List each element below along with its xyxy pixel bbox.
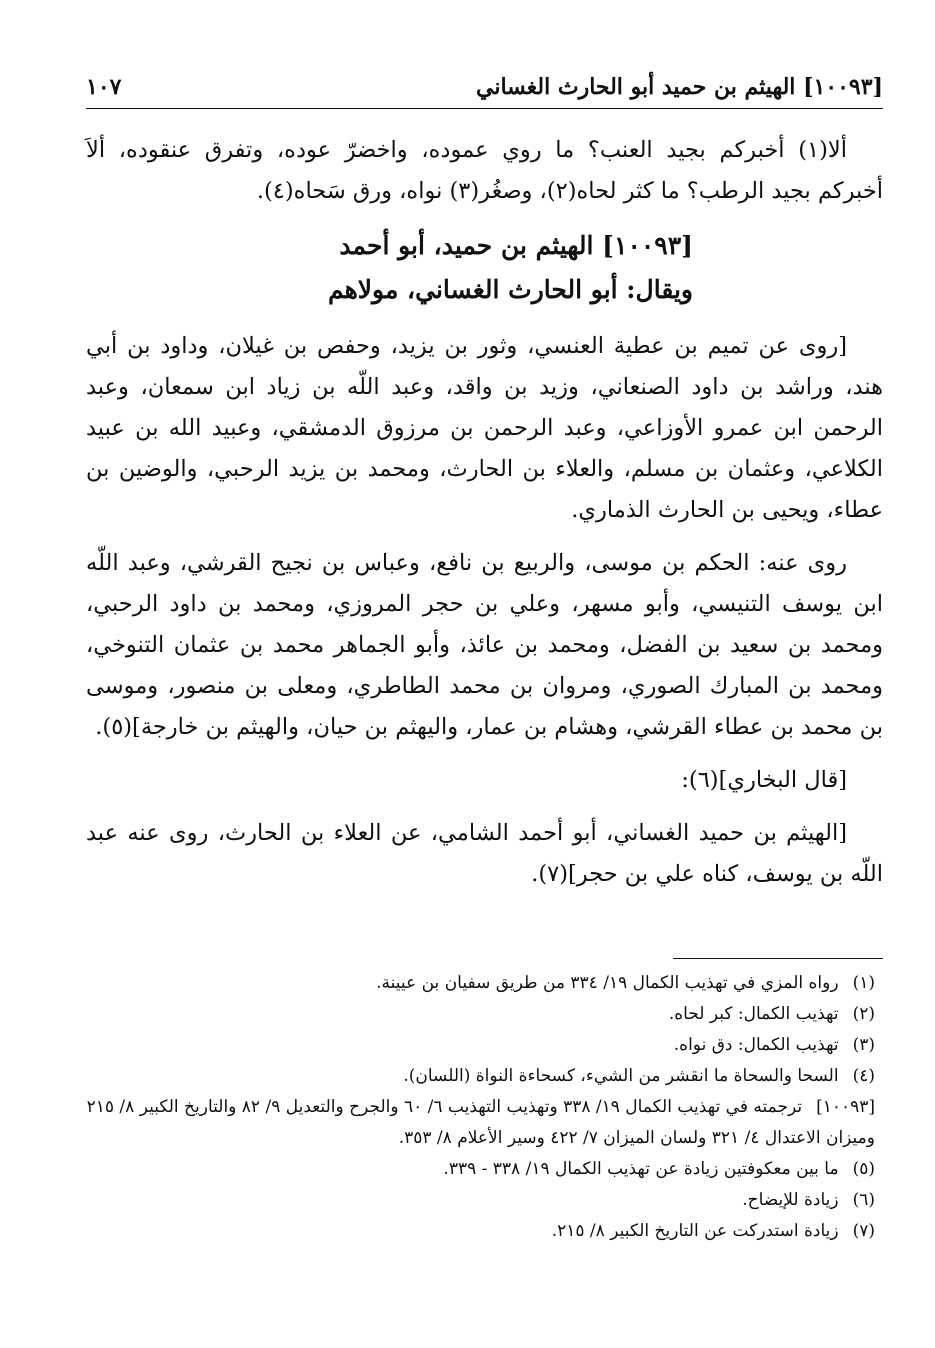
footnote xyxy=(86,1185,875,1216)
footnote-number: [١٠٠٩٣] xyxy=(816,1097,875,1117)
paragraph-bukhari-quote: [الهيثم بن حميد الغساني، أبو أحمد الشامي، عن العلاء بن الحارث، روى عنه عبد اللّه بن يوسف، كناه علي بن حجر](٧). xyxy=(86,820,883,887)
footnote xyxy=(86,999,875,1030)
footnote-text: ترجمته في تهذيب الكمال ١٩/ ٣٣٨ وتهذيب التهذيب ٦/ ٦٠ والجرح والتعديل ٩/ ٨٢ والتاريخ الكبير ٨/ ٢١٥ وميزان الاعتدال ٤/ ٣٢١ ولسان الميزان ٧/ ٤٢٢ وسير الأعلام ٨/ ٣٥٣. xyxy=(86,1097,875,1148)
footnote xyxy=(86,1216,875,1247)
paragraph-bukhari-heading: [قال البخاري](٦): xyxy=(681,767,847,793)
entry-title-line-1: [١٠٠٩٣] الهيثم بن حميد، أبو أحمد xyxy=(339,231,693,260)
page-number: ١٠٧ xyxy=(86,74,122,100)
footnote-number: (٦) xyxy=(852,1190,875,1210)
footnote-number: (٣) xyxy=(852,1035,875,1055)
footnote-entry-sources xyxy=(86,1092,875,1154)
running-title: [١٠٠٩٣] الهيثم بن حميد أبو الحارث الغساني xyxy=(475,74,883,100)
footnote xyxy=(86,1154,875,1185)
footnote-separator xyxy=(673,958,883,959)
paragraph-hadith: ألا(١) أخبركم بجيد العنب؟ ما روي عموده، واخضرّ عوده، وتفرق عنقوده، ألاَ أخبركم بجيد الرطب؟ ما كثر لحاه(٢)، وصغُر(٣) نواه، ورق سَحاه(٤). xyxy=(86,137,883,204)
footnote-number: (٧) xyxy=(852,1221,875,1241)
footnote-number: (٥) xyxy=(852,1159,875,1179)
page-header xyxy=(86,70,883,109)
footnote xyxy=(86,968,875,999)
footnote-text: رواه المزي في تهذيب الكمال ١٩/ ٣٣٤ من طريق سفيان بن عيينة. xyxy=(376,973,839,993)
footnote xyxy=(86,1030,875,1061)
main-text xyxy=(86,130,883,907)
entry-title-line-2: ويقال: أبو الحارث الغساني، مولاهم xyxy=(327,275,693,304)
footnote-text: تهذيب الكمال: كبر لحاه. xyxy=(668,1004,839,1024)
footnote-text: زيادة للإيضاح. xyxy=(742,1190,839,1210)
paragraph-narrated-from: [روى عن تميم بن عطية العنسي، وثور بن يزيد، وحفص بن غيلان، وداود بن أبي هند، وراشد بن داود الصنعاني، وزيد بن واقد، وعبد اللّه بن زياد ابن سمعان، وعبد الرحمن ابن عمرو الأوزاعي، وعبد الرحمن بن مرزوق الدمشقي، وعبيد الله بن عبيد الكلاعي، وعثمان بن مسلم، والعلاء بن الحارث، ومحمد بن يزيد الرحبي، والوضين بن عطاء، ويحيى بن الحارث الذماري. xyxy=(86,333,883,523)
footnote xyxy=(86,1061,875,1092)
footnote-text: السحا والسحاة ما انقشر من الشيء، كسحاءة النواة (اللسان). xyxy=(403,1066,839,1086)
footnote-number: (٢) xyxy=(852,1004,875,1024)
footnotes xyxy=(86,968,875,1247)
paragraph-narrated-by: روى عنه: الحكم بن موسى، والربيع بن نافع، وعباس بن نجيح القرشي، وعبد اللّه ابن يوسف التنيسي، وأبو مسهر، وعلي بن حجر المروزي، ومحمد بن داود الرحبي، ومحمد بن سعيد بن الفضل، ومحمد بن عائذ، وأبو الجماهر محمد بن عثمان التنوخي، ومحمد بن المبارك الصوري، ومروان بن محمد الطاطري، ومعلى بن منصور، وموسى بن محمد بن عطاء القرشي، وهشام بن عمار، واليهثم بن حيان، والهيثم بن خارجة](٥). xyxy=(86,550,883,740)
footnote-text: زيادة استدركت عن التاريخ الكبير ٨/ ٢١٥. xyxy=(551,1221,839,1241)
footnote-text: ما بين معكوفتين زيادة عن تهذيب الكمال ١٩/ ٣٣٨ - ٣٣٩. xyxy=(443,1159,839,1179)
footnote-number: (٤) xyxy=(852,1066,875,1086)
footnote-text: تهذيب الكمال: دق نواه. xyxy=(673,1035,839,1055)
footnote-number: (١) xyxy=(852,973,875,993)
entry-title xyxy=(86,224,693,312)
